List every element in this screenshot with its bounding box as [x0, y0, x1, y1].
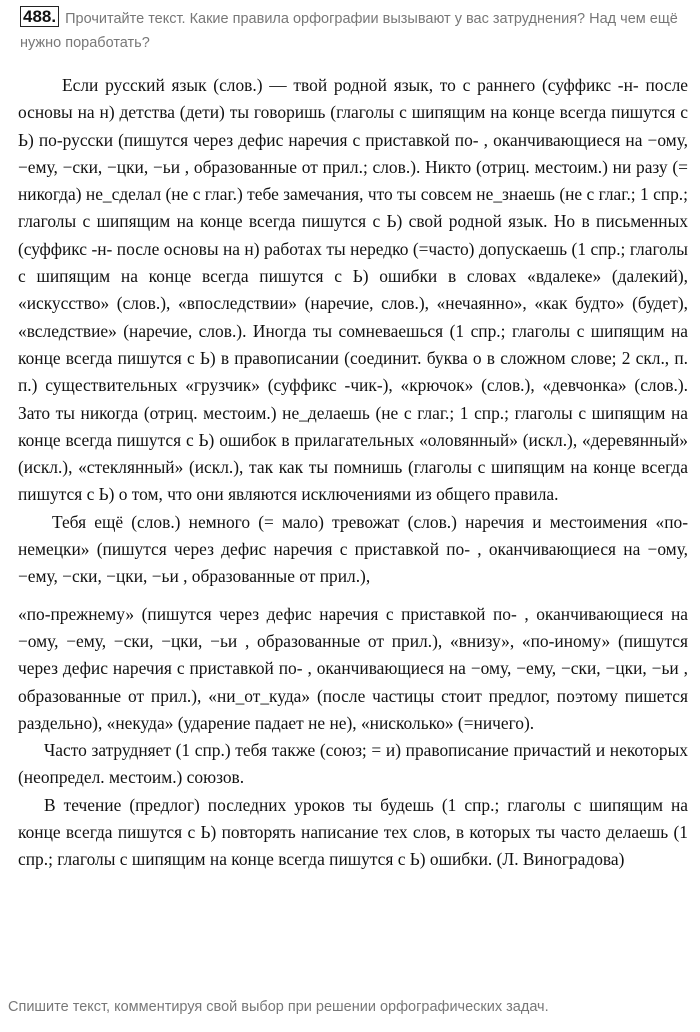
exercise-header	[20, 6, 688, 55]
exercise-text	[18, 72, 688, 874]
task-instruction: Спишите текст, комментируя свой выбор при решении орфографических задач.	[8, 999, 549, 1015]
exercise-number: 488.	[20, 6, 59, 27]
paragraph-3: «по-прежнему» (пишутся через дефис наречия с приставкой по- , оканчивающиеся на −ому, −ему, −ски, −цки, −ьи , образованные от прил.), «внизу», «по-иному» (пишутся через дефис наречия с приставкой по- , оканчивающиеся на −ому, −ему, −ски, −цки, −ьи , образованные от прил.), «ни_от_куда» (после частицы стоит предлог, поэтому пишется раздельно), «некуда» (ударение падает не не), «нисколько» (=ничего).	[18, 603, 688, 733]
paragraph-4: Часто затрудняет (1 спр.) тебя также (союз; = и) правописание причастий и некоторых (неопредел. местоим.) союзов.	[18, 740, 688, 788]
exercise-instruction: Прочитайте текст. Какие правила орфографии вызывают у вас затруднения? Над чем ещё нужно поработать?	[20, 11, 678, 51]
paragraph-5: В течение (предлог) последних уроков ты будешь (1 спр.; глаголы с шипящим на конце всегда пишутся с Ь) повторять написание тех слов, в которых ты часто делаешь (1 спр.; глаголы с шипящим на конце всегда пишутся с Ь) ошибки. (Л. Виноградова)	[18, 794, 688, 870]
paragraph-1: Если русский язык (слов.) — твой родной язык, то с раннего (суффикс -н- после основы на н) детства (дети) ты говоришь (глаголы с шипящим на конце всегда пишутся с Ь) по-русски (пишутся через дефис наречия с приставкой по- , оканчивающиеся на −ому, −ему, −ски, −цки, −ьи , образованные от прил.; слов.). Никто (отриц. местоим.) ни разу (= никогда) не_сделал (не с глаг.) тебе замечания, что ты совсем не_знаешь (не с глаг.; 1 спр.; глаголы с шипящим на конце всегда пишутся с Ь) свой родной язык. Но в письменных (суффикс -н- после основы на н) работах ты нередко (=часто) допускаешь (1 спр.; глаголы с шипящим на конце всегда пишутся с Ь) ошибки в словах «вдалеке» (далекий), «искусство» (слов.), «впоследствии» (наречие, слов.), «нечаянно», «как будто» (будет), «вследствие» (наречие, слов.). Иногда ты сомневаешься (1 спр.; глаголы с шипящим на конце всегда пишутся с Ь) в правописании (соединит. буква о в сложном слове; 2 скл., п. п.) существительных «грузчик» (суффикс -чик-), «крючок» (слов.), «девчонка» (слов.). Зато ты никогда (отриц. местоим.) не_делаешь (не с глаг.; 1 спр.; глаголы с шипящим на конце всегда пишутся с Ь) ошибок в прилагательных «оловянный» (искл.), «деревянный» (искл.), «стеклянный» (искл.), так как ты помнишь (глаголы с шипящим на конце всегда пишутся с Ь) о том, что они являются исключениями из общего правила.	[18, 75, 688, 505]
paragraph-2: Тебя ещё (слов.) немного (= мало) тревожат (слов.) наречия и местоимения «по-немецки» (пишутся через дефис наречия с приставкой по- , оканчивающиеся на −ому, −ему, −ски, −цки, −ьи , образованные от прил.),	[18, 511, 688, 587]
